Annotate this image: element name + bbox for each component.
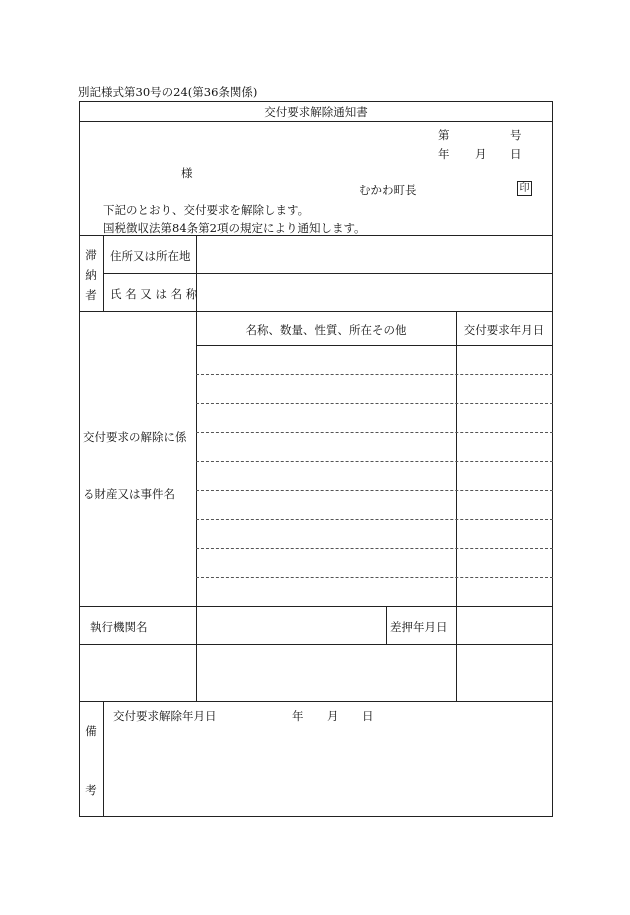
request-date-column-header: 交付要求年月日 bbox=[463, 323, 545, 337]
property-label-line1: 交付要求の解除に係 bbox=[83, 430, 187, 444]
remarks-label-char2: 考 bbox=[85, 783, 97, 797]
delinquent-label-char2: 納 bbox=[85, 268, 97, 282]
date-day: 日 bbox=[510, 147, 522, 161]
release-date-year: 年 bbox=[292, 709, 304, 723]
delinquent-label-char1: 滞 bbox=[85, 248, 97, 262]
notice-body-line2: 国税徴収法第84条第2項の規定により通知します。 bbox=[103, 221, 366, 235]
notice-body-line1: 下記のとおり、交付要求を解除します。 bbox=[103, 203, 310, 217]
addressee-honorific: 様 bbox=[181, 166, 193, 180]
form-reference: 別記様式第30号の24(第36条関係) bbox=[78, 85, 258, 99]
date-year: 年 bbox=[438, 147, 450, 161]
name-label: 氏 名 又 は 名 称 bbox=[110, 287, 198, 301]
delinquent-label-char3: 者 bbox=[85, 288, 97, 302]
agency-label: 執行機関名 bbox=[90, 620, 148, 634]
property-label-line2: る財産又は事件名 bbox=[83, 487, 175, 501]
release-date-month: 月 bbox=[327, 709, 339, 723]
description-column-header: 名称、数量、性質、所在その他 bbox=[245, 323, 407, 337]
number-suffix: 号 bbox=[510, 128, 522, 142]
address-label: 住所又は所在地 bbox=[110, 249, 191, 263]
release-date-day: 日 bbox=[362, 709, 374, 723]
form-title: 交付要求解除通知書 bbox=[264, 105, 368, 119]
issuer-name: むかわ町長 bbox=[359, 183, 417, 197]
seal-mark: 印 bbox=[517, 181, 532, 196]
number-prefix: 第 bbox=[438, 128, 450, 142]
remarks-label-char1: 備 bbox=[85, 724, 97, 738]
seizure-date-label: 差押年月日 bbox=[390, 620, 448, 634]
date-month: 月 bbox=[475, 147, 487, 161]
release-date-label: 交付要求解除年月日 bbox=[113, 709, 217, 723]
